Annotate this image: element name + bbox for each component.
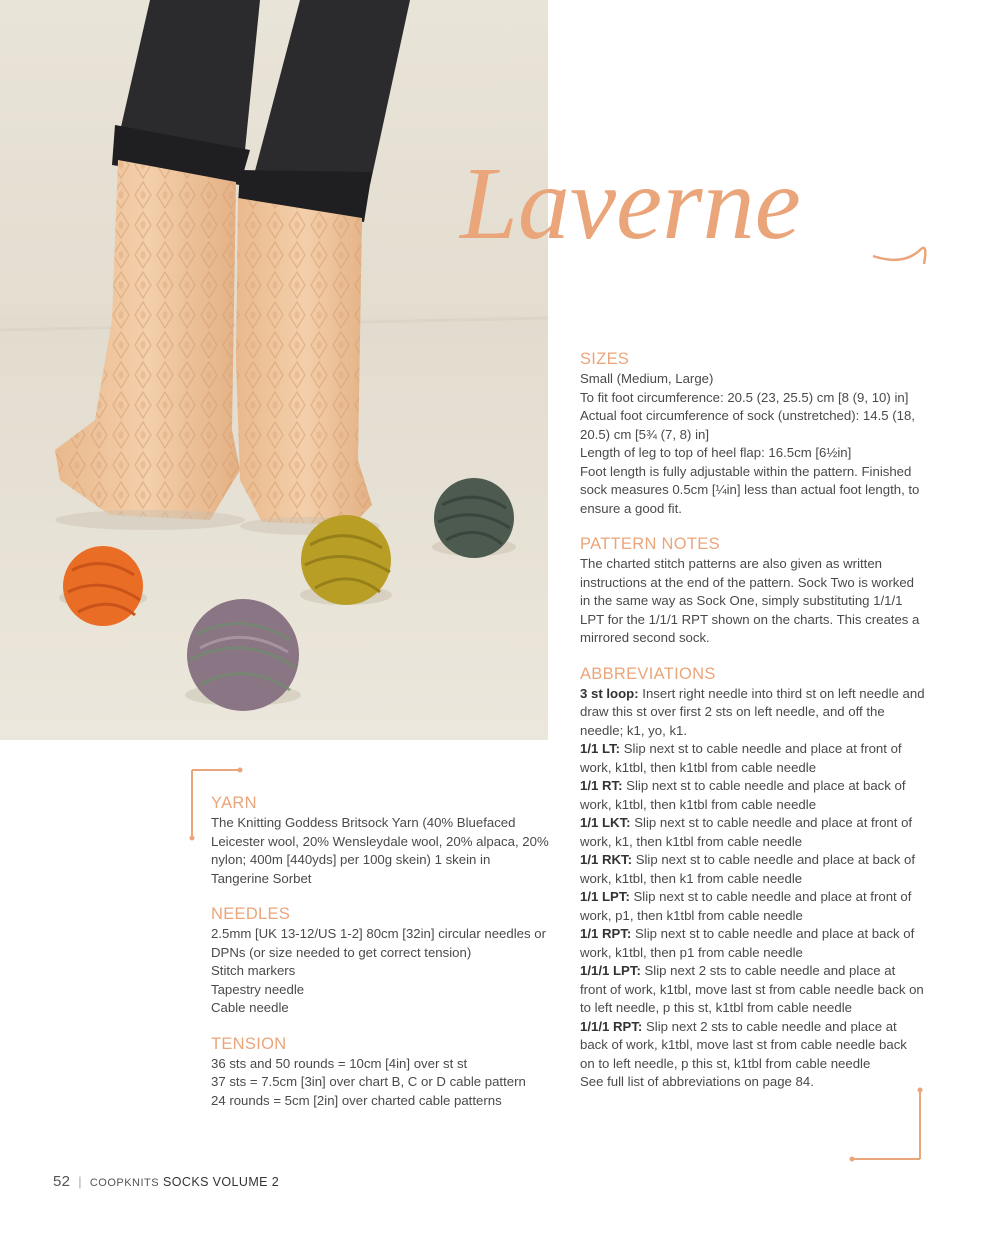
abbreviation-item	[580, 814, 925, 851]
tension-section	[211, 1034, 551, 1111]
abbreviation-term: 1/1 LKT:	[580, 815, 631, 830]
abbreviations-heading: ABBREVIATIONS	[580, 664, 716, 683]
tension-line: 36 sts and 50 rounds = 10cm [4in] over st st	[211, 1055, 468, 1071]
needle-corner-bottom-right-icon	[846, 1085, 926, 1165]
abbreviation-term: 3 st loop:	[580, 685, 639, 701]
abbreviations-section	[580, 664, 925, 1092]
page-footer	[53, 1173, 279, 1190]
abbreviation-definition: Slip next st to cable needle and place at back of work, k1tbl, then p1 from cable needle	[580, 926, 915, 960]
abbreviation-item	[580, 1018, 925, 1074]
pattern-notes-text: The charted stitch patterns are also given as written instructions at the end of the pattern. Sock Two is worked in the same way as Sock One, simply substituting 1/1/1 LPT for the 1/1/1 RPT shown on the charts. This creates a mirrored second sock.	[580, 556, 920, 645]
tension-line: 37 sts = 7.5cm [3in] over chart B, C or D cable pattern	[211, 1074, 526, 1089]
abbreviation-term: 1/1/1 LPT:	[580, 963, 641, 978]
tension-heading: TENSION	[211, 1034, 287, 1053]
pattern-notes-section	[580, 534, 925, 648]
abbreviation-term: 1/1 LPT:	[580, 889, 630, 904]
abbreviation-item	[580, 851, 925, 888]
sizes-line: Foot length is fully adjustable within the pattern. Finished sock measures 0.5cm [¼in] less than actual foot length, to ensure a good fit.	[580, 463, 920, 516]
abbreviation-definition: Slip next st to cable needle and place at back of work, k1tbl, then k1 from cable needle	[580, 852, 916, 886]
footer-publisher: COOPKNITS	[89, 1177, 160, 1189]
needles-line: Stitch markers	[211, 963, 296, 978]
abbreviation-term: 1/1 RT:	[580, 778, 623, 793]
needles-heading: NEEDLES	[211, 905, 291, 923]
abbreviation-definition: Slip next st to cable needle and place at front of work, k1tbl, then k1tbl from cable needle	[580, 741, 902, 775]
yarn-section	[211, 793, 551, 888]
abbreviations-footer-note: See full list of abbreviations on page 84.	[580, 1074, 814, 1089]
sizes-heading: SIZES	[580, 350, 630, 368]
abbreviation-item	[580, 925, 925, 962]
needles-line: Cable needle	[211, 1000, 289, 1015]
abbreviation-term: 1/1 RKT:	[580, 852, 633, 867]
page-number: 52	[53, 1173, 71, 1190]
abbreviation-item	[580, 962, 925, 1018]
yarn-text: The Knitting Goddess Britsock Yarn (40% Bluefaced Leicester wool, 20% Wensleydale wool, 20% alpaca, 20% nylon; 400m [440yds] per 100g skein) 1 skein in Tangerine Sorbet	[211, 815, 549, 886]
footer-separator: |	[78, 1174, 82, 1189]
abbreviation-item	[580, 740, 925, 777]
right-column	[580, 349, 925, 1092]
left-column	[211, 793, 551, 1110]
needles-line: Tapestry needle	[211, 981, 305, 997]
pattern-title	[458, 138, 938, 288]
pattern-notes-heading: PATTERN NOTES	[580, 535, 720, 553]
needles-line: 2.5mm [UK 13-12/US 1-2] 80cm [32in] circular needles or DPNs (or size needed to get correct tension)	[211, 926, 546, 960]
sock-photo-illustration	[0, 0, 548, 740]
title-text: Laverne	[460, 146, 801, 261]
abbreviation-term: 1/1 RPT:	[580, 926, 632, 941]
needle-corner-top-left-icon	[186, 766, 246, 846]
tension-line: 24 rounds = 5cm [2in] over charted cable patterns	[211, 1092, 502, 1108]
footer-volume: SOCKS VOLUME 2	[163, 1175, 280, 1189]
title-flourish	[873, 248, 925, 264]
sizes-line: Actual foot circumference of sock (unstretched): 14.5 (18, 20.5) cm [5¾ (7, 8) in]	[580, 408, 915, 442]
yarn-heading: YARN	[211, 794, 257, 812]
abbreviation-item	[580, 777, 925, 814]
abbreviation-definition: Insert right needle into third st on left needle and draw this st over first 2 sts on left needle, and off the needle; k1, yo, k1.	[580, 685, 925, 738]
abbreviation-definition: Slip next st to cable needle and place at front of work, k1, then k1tbl from cable needle	[580, 815, 913, 849]
needles-section	[211, 904, 551, 1018]
abbreviation-term: 1/1/1 RPT:	[580, 1018, 643, 1034]
abbreviation-definition: Slip next st to cable needle and place at back of work, k1tbl, then k1tbl from cable needle	[580, 778, 906, 812]
sizes-section	[580, 349, 925, 518]
sizes-line: To fit foot circumference: 20.5 (23, 25.5) cm [8 (9, 10) in]	[580, 389, 909, 405]
abbreviation-item	[580, 888, 925, 925]
abbreviation-definition: Slip next 2 sts to cable needle and place at front of work, k1tbl, move last st from cable needle back on to left needle, p this st, k1tbl from cable needle	[580, 963, 924, 1015]
abbreviation-item	[580, 685, 925, 741]
abbreviation-term: 1/1 LT:	[580, 741, 621, 756]
abbreviation-definition: Slip next 2 sts to cable needle and place at back of work, k1tbl, move last st from cable needle back on to left needle, p this st, k1tbl from cable needle	[580, 1018, 907, 1071]
sizes-line: Length of leg to top of heel flap: 16.5cm [6½in]	[580, 445, 852, 460]
abbreviations-list	[580, 685, 925, 1074]
hero-photo	[0, 0, 548, 740]
abbreviation-definition: Slip next st to cable needle and place at front of work, p1, then k1tbl from cable needle	[580, 889, 912, 923]
sizes-line: Small (Medium, Large)	[580, 371, 714, 386]
